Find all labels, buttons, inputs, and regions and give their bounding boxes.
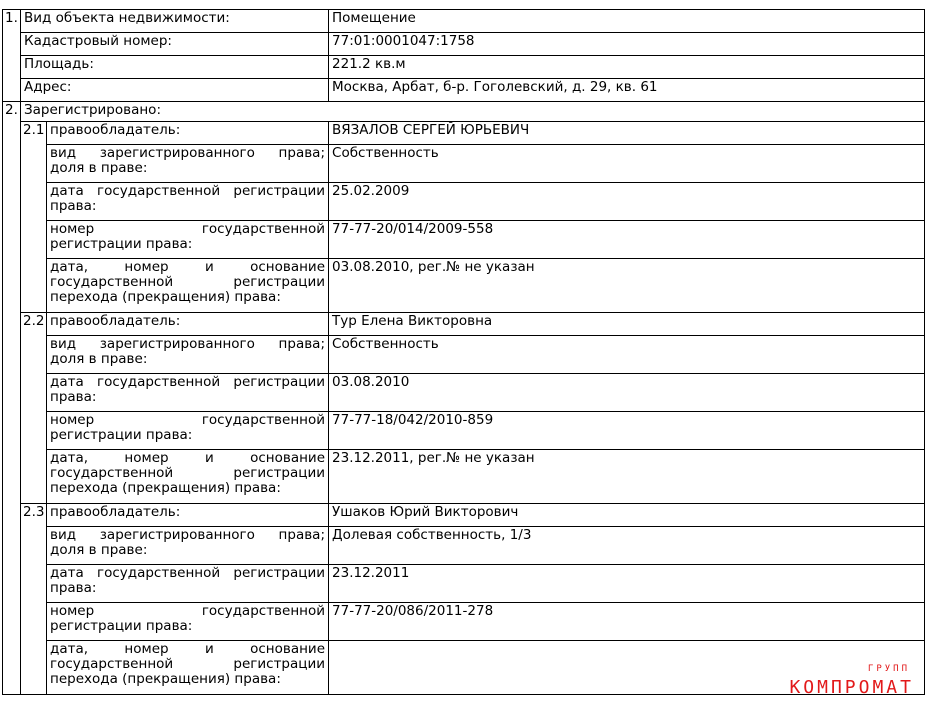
record-row <box>3 102 925 122</box>
owner-row <box>3 183 925 221</box>
label-line: права: <box>50 198 97 214</box>
field-value: Помещение <box>329 10 925 33</box>
field-label: Площадь: <box>21 56 329 79</box>
section-number: 1. <box>3 10 21 102</box>
owner-row <box>3 527 925 565</box>
label-line: номер государственной <box>50 412 326 428</box>
registration-date-label <box>47 565 329 603</box>
field-label: Адрес: <box>21 79 329 102</box>
label-line: перехода (прекращения) права: <box>50 289 281 305</box>
registration-date-label <box>47 183 329 221</box>
transfer-value: 23.12.2011, рег.№ не указан <box>329 450 925 504</box>
registration-number-value: 77-77-20/086/2011-278 <box>329 603 925 641</box>
field-label: Вид объекта недвижимости: <box>21 10 329 33</box>
label-line: доля в праве: <box>50 542 148 558</box>
registration-date-value: 23.12.2011 <box>329 565 925 603</box>
owner-label: правообладатель: <box>47 504 329 527</box>
owner-row <box>3 641 925 695</box>
owner-label: правообладатель: <box>47 122 329 145</box>
owner-row <box>3 450 925 504</box>
owner-number: 2.1 <box>21 122 47 313</box>
label-line: права: <box>50 389 97 405</box>
owner-row <box>3 336 925 374</box>
watermark-main: КОМПРОМАТ <box>789 677 914 698</box>
owner-row <box>3 122 925 145</box>
owner-row <box>3 313 925 336</box>
record-row <box>3 33 925 56</box>
record-row <box>3 79 925 102</box>
label-line: доля в праве: <box>50 351 148 367</box>
label-line: дата государственной регистрации <box>50 183 326 199</box>
label-line: номер государственной <box>50 603 326 619</box>
label-line: дата, номер и основание <box>50 641 326 657</box>
owner-number: 2.3 <box>21 504 47 695</box>
watermark-sub: ГРУПП <box>867 664 910 674</box>
registration-number-label <box>47 603 329 641</box>
owner-row <box>3 565 925 603</box>
transfer-label <box>47 641 329 695</box>
owner-row <box>3 412 925 450</box>
label-line: дата, номер и основание <box>50 259 326 275</box>
label-line: перехода (прекращения) права: <box>50 671 281 687</box>
record-row <box>3 56 925 79</box>
label-line: регистрации права: <box>50 618 193 634</box>
transfer-label <box>47 450 329 504</box>
field-label: Кадастровый номер: <box>21 33 329 56</box>
right-type-label <box>47 336 329 374</box>
label-line: дата государственной регистрации <box>50 565 326 581</box>
right-type-value: Долевая собственность, 1/3 <box>329 527 925 565</box>
label-line: государственной регистрации <box>50 274 326 290</box>
field-value: 77:01:0001047:1758 <box>329 33 925 56</box>
owner-row <box>3 603 925 641</box>
registration-date-value: 03.08.2010 <box>329 374 925 412</box>
label-line: регистрации права: <box>50 427 193 443</box>
owner-row <box>3 259 925 313</box>
owner-number: 2.2 <box>21 313 47 504</box>
label-line: вид зарегистрированного права; <box>50 336 326 352</box>
label-line: дата, номер и основание <box>50 450 326 466</box>
field-value: Москва, Арбат, б-р. Гоголевский, д. 29, кв. 61 <box>329 79 925 102</box>
label-line: дата государственной регистрации <box>50 374 326 390</box>
registration-date-label <box>47 374 329 412</box>
owner-row <box>3 374 925 412</box>
owner-row <box>3 504 925 527</box>
label-line: регистрации права: <box>50 236 193 252</box>
label-line: вид зарегистрированного права; <box>50 527 326 543</box>
label-line: вид зарегистрированного права; <box>50 145 326 161</box>
label-line: доля в праве: <box>50 160 148 176</box>
label-line: номер государственной <box>50 221 326 237</box>
transfer-label <box>47 259 329 313</box>
right-type-label <box>47 527 329 565</box>
registration-number-label <box>47 221 329 259</box>
registration-number-value: 77-77-18/042/2010-859 <box>329 412 925 450</box>
section-title: Зарегистрировано: <box>21 102 925 122</box>
record-row <box>3 10 925 33</box>
owner-name: ВЯЗАЛОВ СЕРГЕЙ ЮРЬЕВИЧ <box>329 122 925 145</box>
owner-name: Ушаков Юрий Викторович <box>329 504 925 527</box>
owner-name: Тур Елена Викторовна <box>329 313 925 336</box>
label-line: права: <box>50 580 97 596</box>
transfer-value: 03.08.2010, рег.№ не указан <box>329 259 925 313</box>
field-value: 221.2 кв.м <box>329 56 925 79</box>
owner-label: правообладатель: <box>47 313 329 336</box>
label-line: государственной регистрации <box>50 465 326 481</box>
kompromat-watermark-logo <box>789 664 914 698</box>
section-number: 2. <box>3 102 21 695</box>
label-line: государственной регистрации <box>50 656 326 672</box>
right-type-value: Собственность <box>329 145 925 183</box>
right-type-value: Собственность <box>329 336 925 374</box>
registration-date-value: 25.02.2009 <box>329 183 925 221</box>
property-record-table <box>2 9 925 695</box>
owner-row <box>3 221 925 259</box>
label-line: перехода (прекращения) права: <box>50 480 281 496</box>
registration-number-value: 77-77-20/014/2009-558 <box>329 221 925 259</box>
owner-row <box>3 145 925 183</box>
registration-number-label <box>47 412 329 450</box>
right-type-label <box>47 145 329 183</box>
